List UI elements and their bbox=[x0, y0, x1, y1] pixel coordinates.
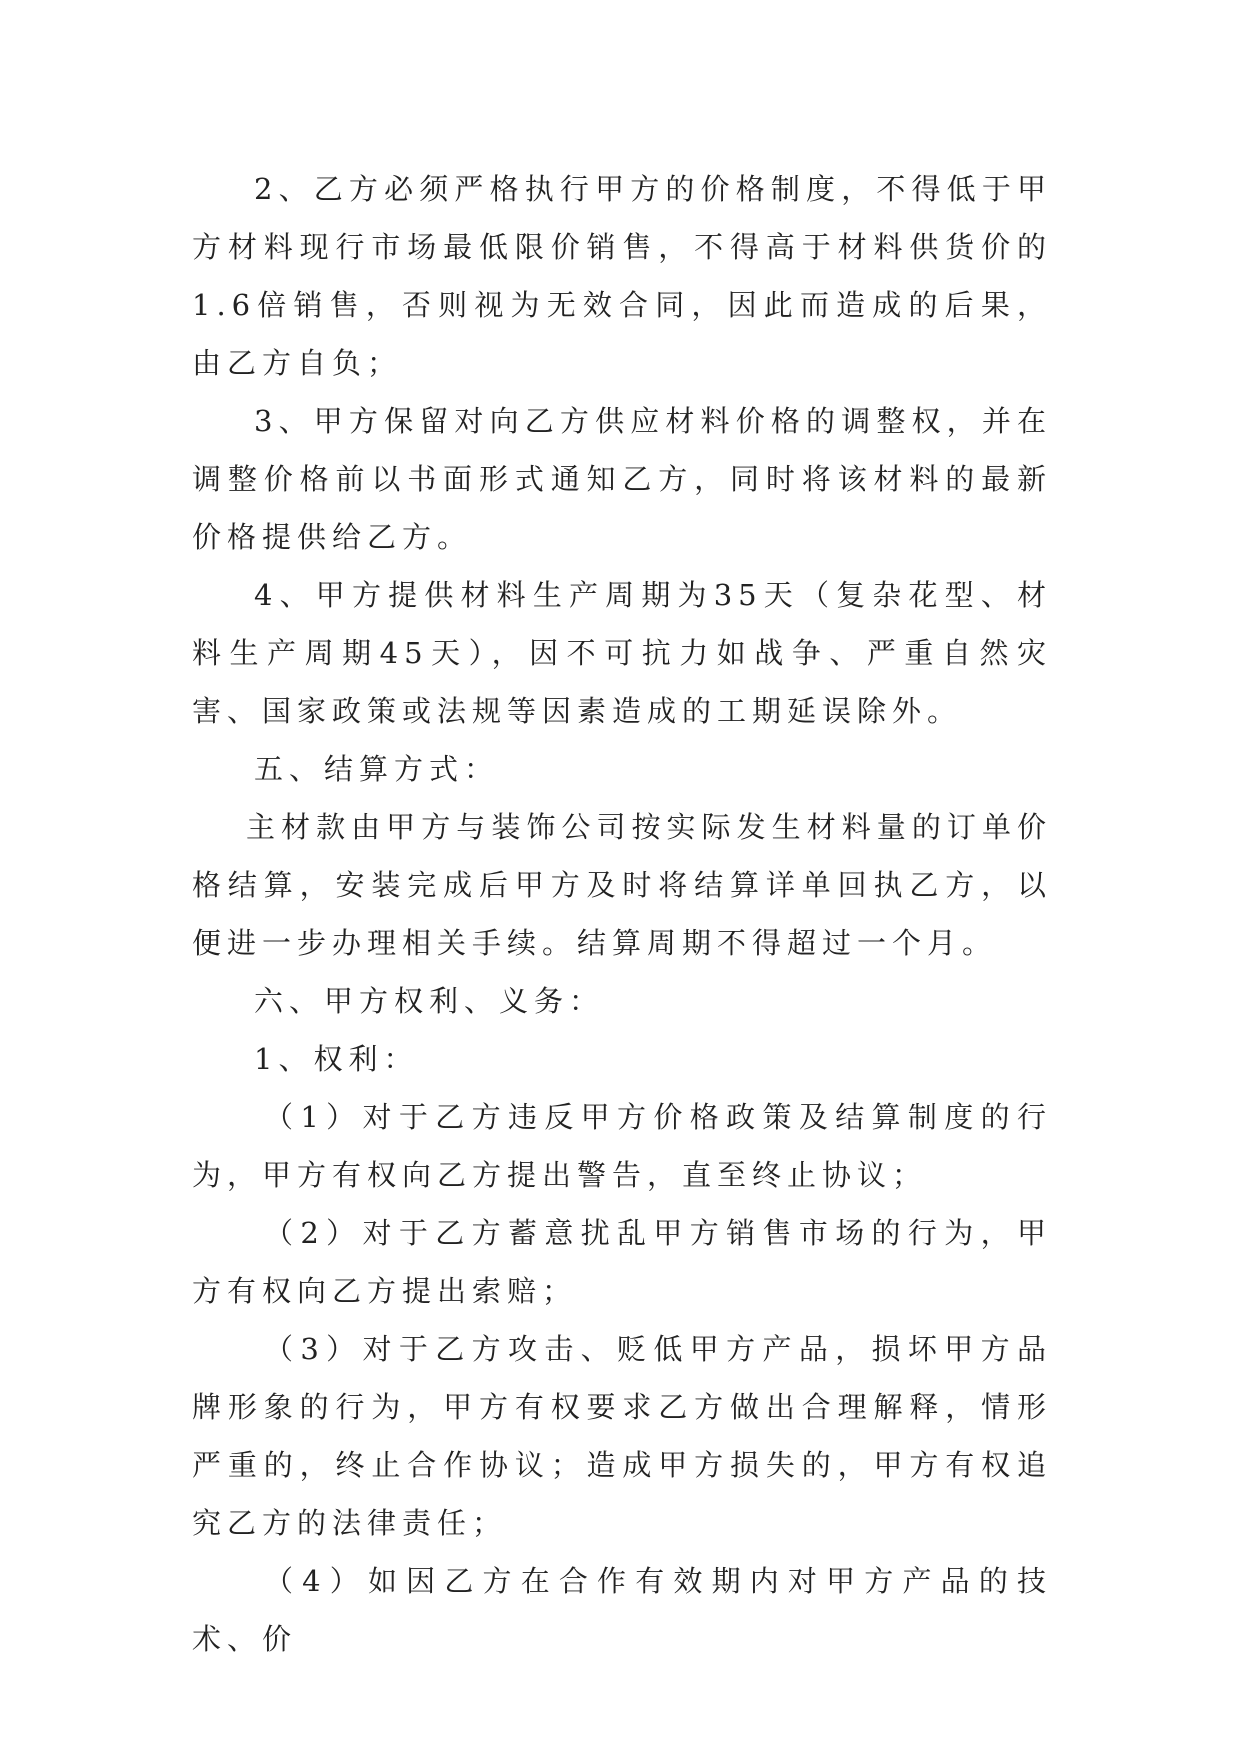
section-heading-party-a-rights: 六、甲方权利、义务： bbox=[254, 984, 605, 1018]
paragraph-clause-3: 3、甲方保留对向乙方供应材料价格的调整权，并在调整价格前以书面形式通知乙方，同时将该材料的最新价格提供给乙方。 bbox=[192, 404, 1052, 554]
document-body bbox=[192, 160, 1052, 1668]
paragraph-right-2: （2）对于乙方蓄意扰乱甲方销售市场的行为，甲方有权向乙方提出索赔； bbox=[192, 1216, 1052, 1308]
section-heading-settlement: 五、结算方式： bbox=[254, 752, 500, 786]
paragraph-settlement: 主材款由甲方与装饰公司按实际发生材料量的订单价格结算，安装完成后甲方及时将结算详单回执乙方，以便进一步办理相关手续。结算周期不得超过一个月。 bbox=[192, 810, 1052, 960]
paragraph-clause-4: 4、甲方提供材料生产周期为35天（复杂花型、材料生产周期45天），因不可抗力如战争、严重自然灾害、国家政策或法规等因素造成的工期延误除外。 bbox=[192, 578, 1052, 728]
paragraph-right-1: （1）对于乙方违反甲方价格政策及结算制度的行为，甲方有权向乙方提出警告，直至终止协议； bbox=[192, 1100, 1052, 1192]
subheading-rights: 1、权利： bbox=[254, 1042, 419, 1076]
paragraph-right-4: （4）如因乙方在合作有效期内对甲方产品的技术、价 bbox=[192, 1564, 1052, 1656]
paragraph-right-3: （3）对于乙方攻击、贬低甲方产品，损坏甲方品牌形象的行为，甲方有权要求乙方做出合理解释，情形严重的，终止合作协议；造成甲方损失的，甲方有权追究乙方的法律责任； bbox=[192, 1332, 1052, 1540]
paragraph-clause-2: 2、乙方必须严格执行甲方的价格制度，不得低于甲方材料现行市场最低限价销售，不得高于材料供货价的1.6倍销售，否则视为无效合同，因此而造成的后果，由乙方自负； bbox=[192, 172, 1052, 380]
